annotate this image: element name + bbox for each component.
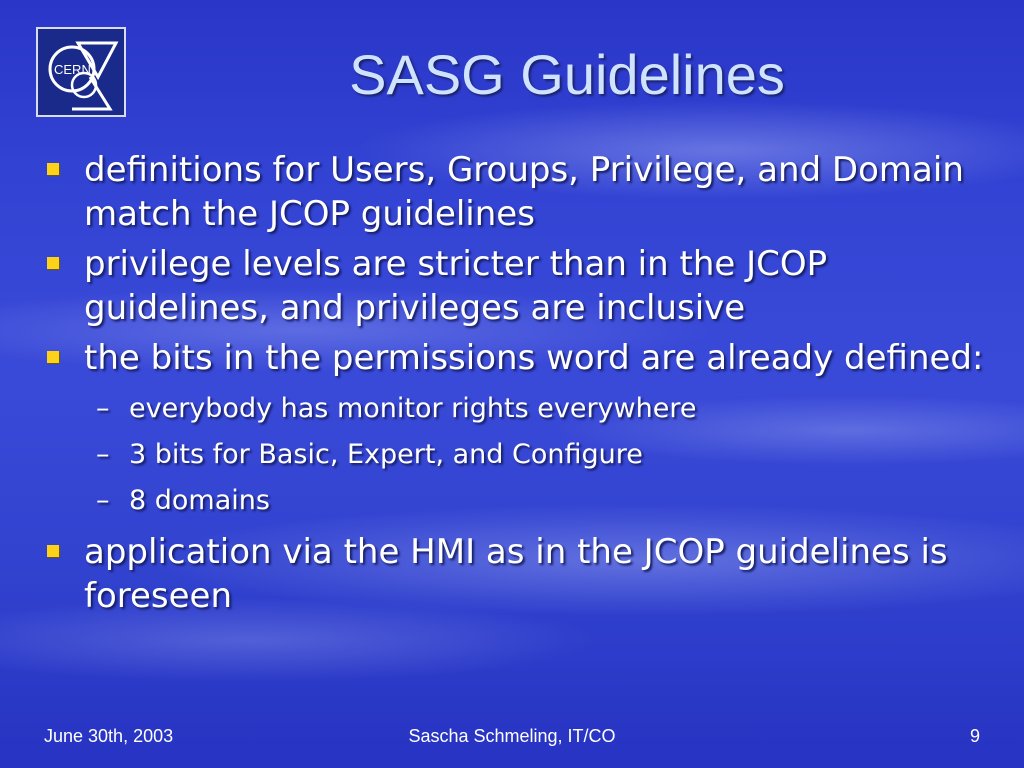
dash-marker: – [96, 439, 110, 470]
footer-date: June 30th, 2003 [44, 726, 174, 746]
cern-logo-icon [38, 29, 124, 115]
sub-bullet-item [44, 478, 994, 524]
slide-title: SASG Guidelines [349, 43, 785, 106]
dash-marker: – [96, 485, 110, 516]
cern-logo [36, 27, 126, 117]
sub-bullet-text: 8 domains [129, 485, 270, 516]
sub-bullet-text: everybody has monitor rights everywhere [129, 393, 697, 424]
bullet-marker-icon [47, 163, 59, 175]
bullet-text: application via the HMI as in the JCOP guidelines is foreseen [84, 532, 948, 616]
bullet-item [44, 148, 994, 236]
bullet-marker-icon [47, 351, 59, 363]
bullet-item [44, 242, 994, 330]
bullet-item [44, 530, 994, 618]
bullet-list [44, 148, 994, 624]
bullet-marker-icon [47, 257, 59, 269]
footer-author: Sascha Schmeling, IT/CO [408, 726, 616, 746]
sub-bullet-text: 3 bits for Basic, Expert, and Configure [129, 439, 643, 470]
bullet-marker-icon [47, 545, 59, 557]
logo-text: CERN [54, 62, 91, 77]
bullet-text: definitions for Users, Groups, Privilege, and Domain match the JCOP guidelines [84, 150, 964, 234]
sub-bullet-item [44, 386, 994, 432]
page-number: 9 [969, 726, 980, 746]
sub-bullet-item [44, 432, 994, 478]
bullet-item [44, 336, 994, 380]
bullet-text: privilege levels are stricter than in the JCOP guidelines, and privileges are inclusive [84, 244, 828, 328]
dash-marker: – [96, 393, 110, 424]
bullet-text: the bits in the permissions word are already defined: [84, 338, 984, 378]
footer [0, 726, 1024, 748]
